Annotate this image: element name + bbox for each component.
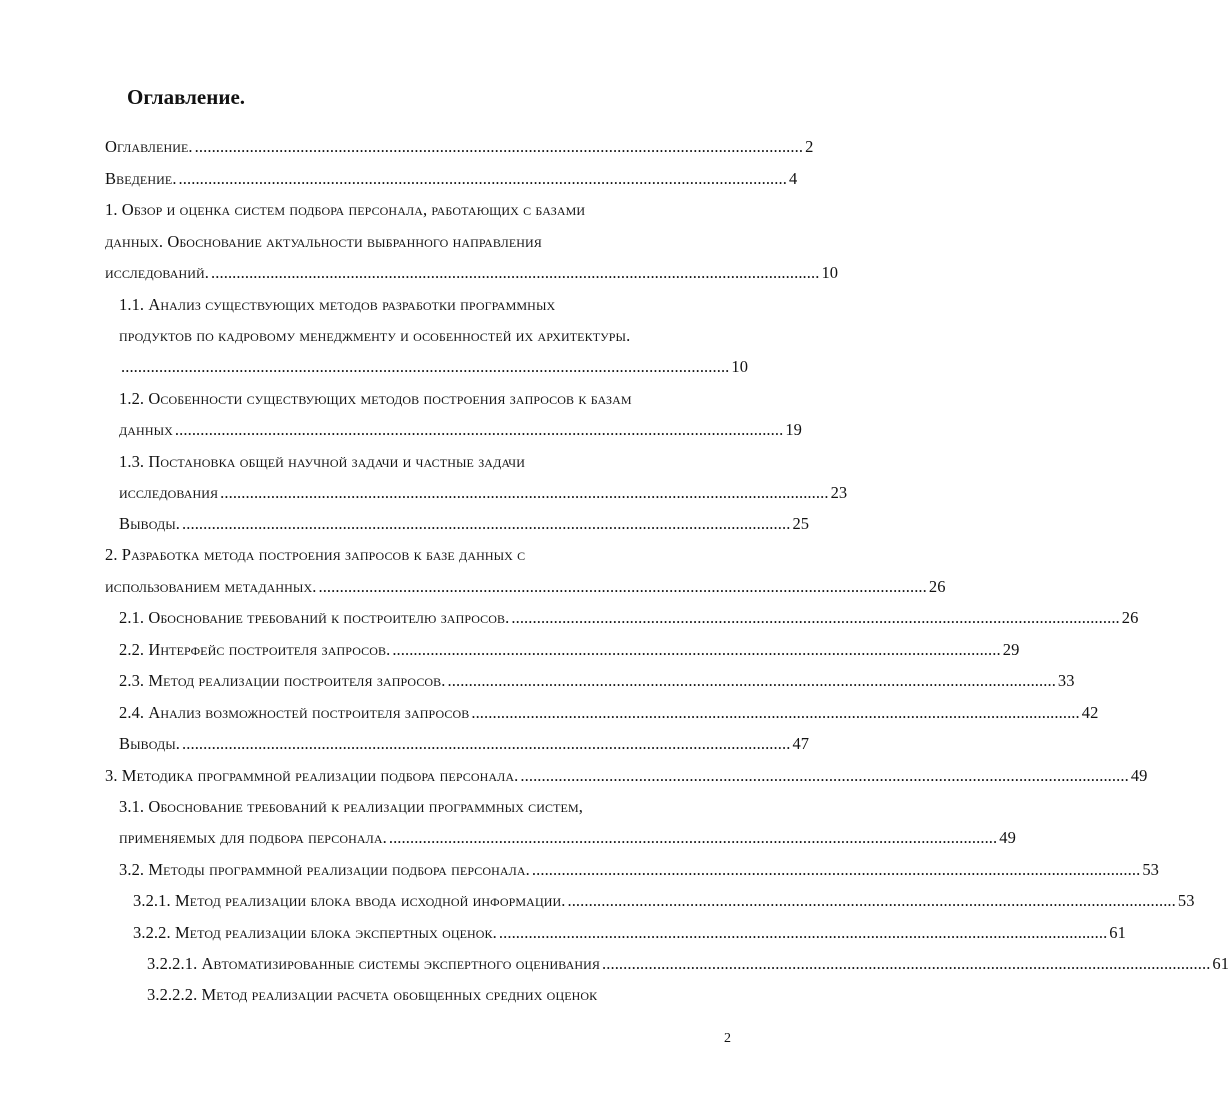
leader-dots: ................................................................................................................................................ <box>447 671 1056 690</box>
toc-entry-page: 49 <box>999 828 1016 847</box>
leader-dots: ................................................................................................................................................ <box>211 263 820 282</box>
leader-dots: ................................................................................................................................................ <box>471 703 1080 722</box>
toc-entry-text: 3.2. Методы программной реализации подбора персонала. <box>119 860 530 879</box>
toc-entry-page: 23 <box>830 483 848 502</box>
toc-entry[interactable] <box>133 923 1126 943</box>
toc-entry-page: 4 <box>788 169 798 188</box>
toc-entry[interactable] <box>119 389 632 409</box>
leader-dots: ................................................................................................................................................ <box>511 608 1120 627</box>
toc-entry[interactable] <box>147 985 597 1005</box>
toc-entry[interactable] <box>119 828 1016 848</box>
page-title: Оглавление. <box>127 85 246 109</box>
toc-entry-page: 25 <box>792 514 810 533</box>
toc-entry-page: 2 <box>805 137 814 156</box>
toc-entry[interactable] <box>105 577 946 597</box>
toc-entry-page: 26 <box>1121 608 1139 627</box>
toc-entry[interactable] <box>119 483 848 503</box>
leader-dots: ................................................................................................................................................ <box>498 923 1108 942</box>
toc-entry-page: 61 <box>1109 923 1126 942</box>
toc-entry[interactable] <box>119 640 1020 660</box>
toc-entry[interactable] <box>119 326 630 346</box>
toc-entry[interactable] <box>119 295 555 315</box>
toc-entry-text: применяемых для подбора персонала. <box>119 828 387 847</box>
toc-entry[interactable] <box>105 545 525 565</box>
leader-dots: ................................................................................................................................................ <box>182 514 791 533</box>
toc-entry[interactable] <box>119 671 1075 691</box>
toc-entry-page: 53 <box>1142 860 1160 879</box>
toc-entry-page: 10 <box>821 263 839 282</box>
toc-entry-text: 3. Методика программной реализации подбора персонала. <box>105 766 519 785</box>
leader-dots: ................................................................................................................................................ <box>318 577 927 596</box>
toc-entry[interactable] <box>119 608 1139 628</box>
toc-entry-page: 42 <box>1081 703 1099 722</box>
leader-dots: ................................................................................................................................................ <box>531 860 1141 879</box>
leader-dots: ................................................................................................................................................ <box>220 483 829 502</box>
toc-entry-text: 2.3. Метод реализации построителя запросов. <box>119 671 446 690</box>
toc-entry-text: 3.2.2.1. Автоматизированные системы экспертного оценивания <box>147 954 601 973</box>
leader-dots: ................................................................................................................................................ <box>194 137 804 156</box>
toc-entry-text: 1.1. Анализ существующих методов разработки программных <box>119 295 556 314</box>
toc-entry[interactable] <box>119 703 1099 723</box>
toc-entry-text: исследования <box>119 483 219 502</box>
toc-entry-page: 29 <box>1002 640 1020 659</box>
toc-entry[interactable] <box>105 200 585 220</box>
toc-entry-page: 49 <box>1130 766 1148 785</box>
toc-entry-text: Выводы. <box>119 734 181 753</box>
leader-dots: ................................................................................................................................................ <box>178 169 787 188</box>
toc-entry-text: 3.2.1. Метод реализации блока ввода исходной информации. <box>133 891 566 910</box>
toc-entry[interactable] <box>147 954 1229 974</box>
toc-entry-text: исследований. <box>105 263 210 282</box>
leader-dots: ................................................................................................................................................ <box>520 766 1129 785</box>
toc-entry-page: 19 <box>785 420 803 439</box>
toc-entry-text: 1. Обзор и оценка систем подбора персонала, работающих с базами <box>105 200 586 219</box>
toc-entry[interactable] <box>133 891 1195 911</box>
toc-entry-text: 2. Разработка метода построения запросов к базе данных с <box>105 545 526 564</box>
toc-entry-text: использованием метаданных. <box>105 577 317 596</box>
leader-dots: ................................................................................................................................................ <box>182 734 791 753</box>
toc-entry-text: 3.1. Обоснование требований к реализации программных систем, <box>119 797 583 816</box>
toc-entry[interactable] <box>119 357 749 377</box>
toc-entry-text: данных. Обоснование актуальности выбранного направления <box>105 232 542 251</box>
toc-entry[interactable] <box>119 797 583 817</box>
toc-entry-page: 61 <box>1212 954 1229 973</box>
toc-entry[interactable] <box>119 514 810 534</box>
leader-dots: ................................................................................................................................................ <box>602 954 1211 973</box>
toc-entry-page: 33 <box>1057 671 1075 690</box>
leader-dots: ................................................................................................................................................ <box>121 357 730 376</box>
toc-entry-text: 1.2. Особенности существующих методов построения запросов к базам <box>119 389 632 408</box>
toc-entry-text: Оглавление. <box>105 137 193 156</box>
toc-entry[interactable] <box>105 263 839 283</box>
leader-dots: ................................................................................................................................................ <box>174 420 784 439</box>
toc-entry-text: продуктов по кадровому менеджменту и особенностей их архитектуры. <box>119 326 631 345</box>
toc-entry[interactable] <box>105 137 814 157</box>
toc-entry[interactable] <box>119 420 803 440</box>
toc-entry-text: 3.2.2. Метод реализации блока экспертных оценок. <box>133 923 497 942</box>
leader-dots: ................................................................................................................................................ <box>567 891 1176 910</box>
toc-entry-page: 10 <box>731 357 749 376</box>
toc-entry[interactable] <box>105 766 1148 786</box>
toc-entry-page: 53 <box>1177 891 1195 910</box>
toc-entry[interactable] <box>119 860 1160 880</box>
toc-entry-text: 3.2.2.2. Метод реализации расчета обобщенных средних оценок <box>147 985 598 1004</box>
leader-dots: ................................................................................................................................................ <box>392 640 1001 659</box>
toc-entry-text: 1.3. Постановка общей научной задачи и частные задачи <box>119 452 525 471</box>
leader-dots: ................................................................................................................................................ <box>388 828 998 847</box>
page-number: 2 <box>724 1031 731 1046</box>
toc-entry-text: Введение. <box>105 169 177 188</box>
toc-entry-text: Выводы. <box>119 514 181 533</box>
toc-entry-text: 2.1. Обоснование требований к построителю запросов. <box>119 608 510 627</box>
toc-entry-page: 47 <box>792 734 810 753</box>
toc-entry[interactable] <box>119 734 810 754</box>
toc-entry-text: 2.4. Анализ возможностей построителя запросов <box>119 703 470 722</box>
toc-entry-page: 26 <box>928 577 946 596</box>
toc-entry-text: данных <box>119 420 173 439</box>
toc-entry[interactable] <box>105 169 798 189</box>
toc-entry[interactable] <box>119 452 525 472</box>
toc-entry-text: 2.2. Интерфейс построителя запросов. <box>119 640 391 659</box>
toc-entry[interactable] <box>105 232 542 252</box>
